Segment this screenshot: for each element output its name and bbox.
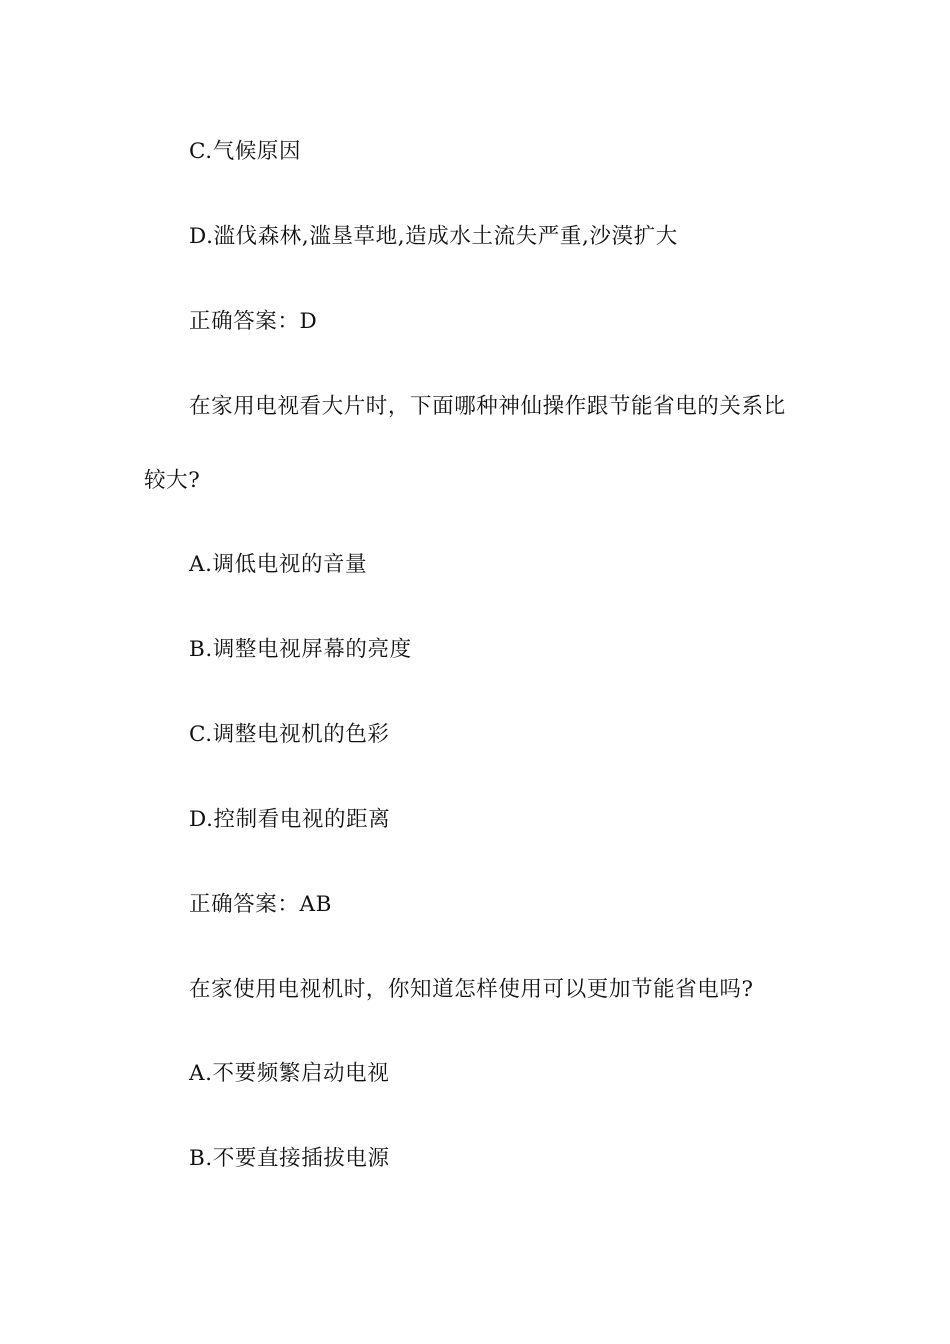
question-tv-movie-line-1: 在家用电视看大片时，下面哪种神仙操作跟节能省电的关系比 xyxy=(189,394,786,419)
answer-line-1: 正确答案：D xyxy=(189,309,318,334)
option-d-distance: D.控制看电视的距离 xyxy=(189,807,391,832)
option-b-brightness: B.调整电视屏幕的亮度 xyxy=(189,637,412,662)
question-tv-usage: 在家使用电视机时，你知道怎样使用可以更加节能省电吗? xyxy=(189,977,754,1002)
answer-line-2: 正确答案：AB xyxy=(189,892,333,917)
option-a-volume: A.调低电视的音量 xyxy=(189,552,368,577)
option-b-unplug: B.不要直接插拔电源 xyxy=(189,1146,390,1171)
question-tv-movie-line-2: 较大? xyxy=(144,468,201,493)
option-a-startup: A.不要频繁启动电视 xyxy=(189,1061,390,1086)
option-d-deforestation: D.滥伐森林,滥垦草地,造成水土流失严重,沙漠扩大 xyxy=(189,224,678,249)
option-c-climate: C.气候原因 xyxy=(189,139,302,164)
option-c-color: C.调整电视机的色彩 xyxy=(189,722,390,747)
